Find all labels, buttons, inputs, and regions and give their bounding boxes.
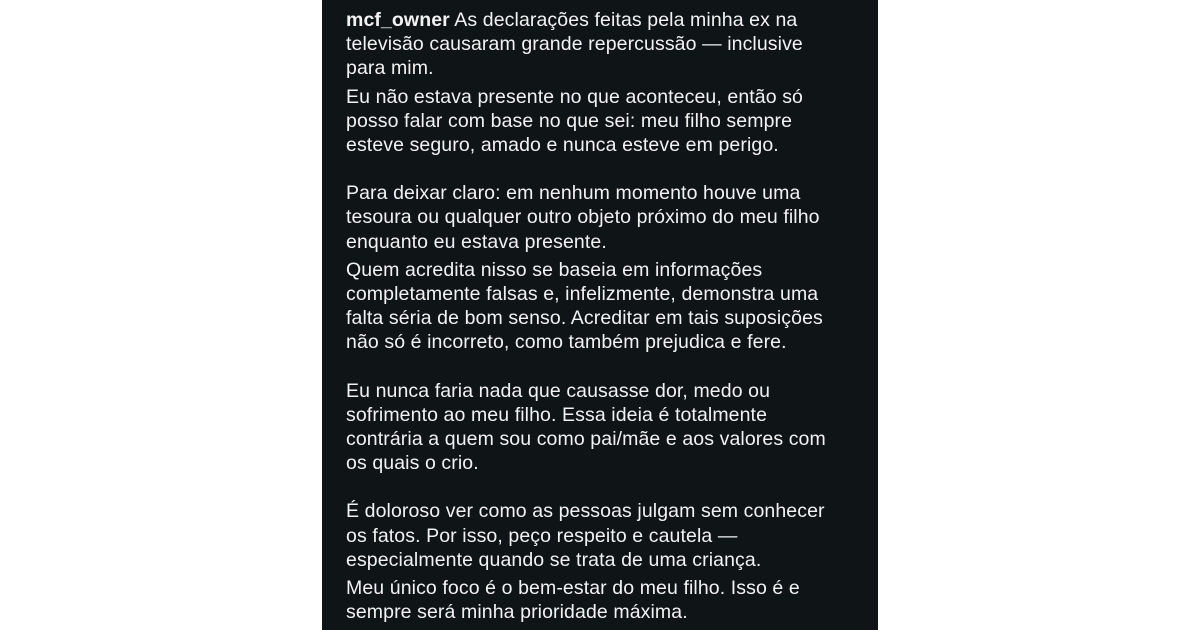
caption-paragraph-7: Meu único foco é o bem-estar do meu filho. Isso é e sempre será minha prioridade máxima. (346, 577, 800, 624)
caption-paragraph-4: Quem acredita nisso se baseia em informações completamente falsas e, infelizmente, demonstra uma falta séria de bom senso. Acreditar em tais suposições não só é incorreto, como também prejudica e fere. (346, 258, 823, 354)
caption-paragraph-1 (346, 8, 866, 81)
caption-paragraph-3: Para deixar claro: em nenhum momento houve uma tesoura ou qualquer outro objeto próximo do meu filho enquanto eu estava presente. (346, 182, 820, 253)
post-username[interactable]: mcf_owner (346, 9, 450, 31)
caption-paragraph-2: Eu não estava presente no que aconteceu, então só posso falar com base no que sei: meu filho sempre esteve seguro, amado e nunca esteve em perigo. (346, 85, 803, 157)
post-caption (346, 8, 866, 624)
caption-paragraph-5: Eu nunca faria nada que causasse dor, medo ou sofrimento ao meu filho. Essa ideia é totalmente contrária a quem sou como pai/mãe e aos valores com os quais o crio. (346, 379, 826, 475)
caption-text-1: As declarações feitas pela minha ex na televisão causaram grande repercussão — inclusive para mim. (346, 9, 803, 80)
caption-paragraph-6: É doloroso ver como as pessoas julgam sem conhecer os fatos. Por isso, peço respeito e cautela — especialmente quando se trata de uma criança. (346, 500, 825, 571)
post-caption-panel (322, 0, 878, 630)
